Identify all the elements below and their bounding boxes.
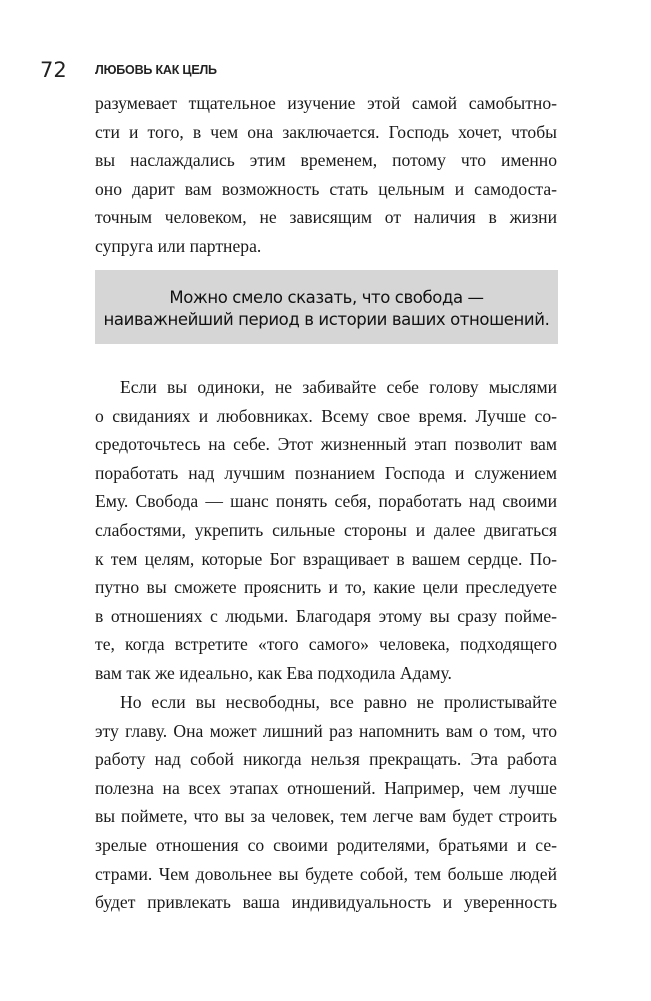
text-line: эту главу. Она может лишний раз напомнить вам о том, что (95, 720, 557, 741)
text-line: поработать над лучшим познанием Господа и служением (95, 462, 557, 483)
text-line: работу над собой никогда нельзя прекращать. Эта работа (95, 749, 557, 770)
text-line: те, когда встретите «того самого» человека, подходящего (95, 634, 557, 655)
text-line: вы поймете, что вы за человек, тем легче вам будет строить (95, 806, 557, 827)
text-line: Ему. Свобода — шанс понять себя, поработать над своими (95, 491, 557, 512)
paragraph-1 (95, 89, 557, 261)
text-line: средоточьтесь на себе. Этот жизненный этап позволит вам (95, 434, 557, 455)
pull-quote-line: наиважнейший период в истории ваших отношений. (103, 310, 550, 329)
pull-quote-box (95, 270, 558, 344)
text-line: будет привлекать ваша индивидуальность и уверенность (95, 892, 557, 913)
text-line: полезна на всех этапах отношений. Например, чем лучше (95, 777, 557, 798)
text-line: в отношениях с людьми. Благодаря этому вы сразу пойме- (95, 605, 557, 626)
text-line: зрелые отношения со своими родителями, братьями и се- (95, 834, 557, 855)
text-line: путно вы сможете прояснить и то, какие цели преследуете (95, 577, 557, 598)
running-title: ЛЮБОВЬ КАК ЦЕЛЬ (95, 63, 217, 77)
text-line: страми. Чем довольнее вы будете собой, тем больше людей (95, 863, 557, 884)
text-line: сти и того, в чем она заключается. Господь хочет, чтобы (95, 121, 557, 142)
text-line: точным человеком, не зависящим от наличия в жизни (95, 207, 557, 228)
text-line: слабостями, укрепить сильные стороны и далее двигаться (95, 519, 557, 540)
text-line: Но если вы несвободны, все равно не пролистывайте (120, 692, 557, 712)
text-line: Если вы одиноки, не забивайте себе голову мыслями (120, 377, 557, 397)
text-line: разумевает тщательное изучение этой самой самобытно- (95, 93, 557, 113)
pull-quote-line: Можно смело сказать, что свобода — (169, 288, 484, 307)
text-line: вы наслаждались этим временем, потому что именно (95, 150, 557, 171)
text-line: вам так же идеально, как Ева подходила Адаму. (95, 662, 452, 683)
text-line: супруга или партнера. (95, 235, 262, 256)
paragraph-3 (95, 688, 557, 917)
text-line: к тем целям, которые Бог взращивает в вашем сердце. По- (95, 548, 557, 569)
text-line: о свиданиях и любовниках. Всему свое время. Лучше со- (95, 405, 557, 426)
paragraph-2 (95, 373, 557, 688)
text-line: оно дарит вам возможность стать цельным и самодоста- (95, 178, 557, 199)
pull-quote (95, 270, 558, 331)
page-number: 72 (40, 58, 67, 82)
